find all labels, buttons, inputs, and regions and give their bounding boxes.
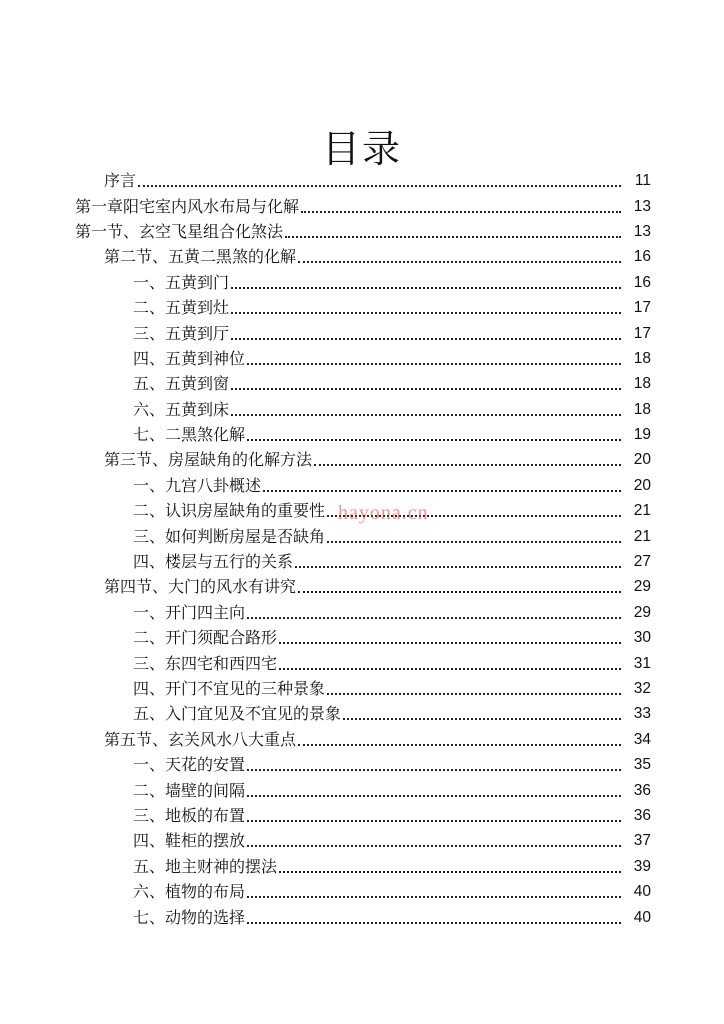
toc-entry-label: 四、五黄到神位 xyxy=(133,348,246,368)
toc-entry-label: 七、二黑煞化解 xyxy=(133,425,246,445)
dot-leader xyxy=(279,651,621,676)
dot-leader xyxy=(247,600,621,625)
toc-entry-label: 一、天花的安置 xyxy=(133,755,246,775)
toc-entry[interactable] xyxy=(0,371,651,396)
toc-entry-page-number: 40 xyxy=(633,908,651,926)
dot-leader xyxy=(231,270,621,295)
toc-entry-label: 一、五黄到门 xyxy=(133,272,230,292)
toc-entry-label: 二、开门须配合路形 xyxy=(133,628,278,648)
dot-leader xyxy=(247,879,621,904)
toc-entry-page-number: 34 xyxy=(633,730,651,748)
dot-leader xyxy=(247,803,621,828)
toc-entry-page-number: 19 xyxy=(633,426,651,444)
dot-leader xyxy=(343,701,621,726)
dot-leader xyxy=(247,752,621,777)
toc-entry-page-number: 11 xyxy=(634,172,651,190)
toc-entry-page-number: 13 xyxy=(633,197,651,215)
toc-entry[interactable] xyxy=(0,397,651,422)
toc-entry-label: 三、五黄到厅 xyxy=(133,323,230,343)
toc-entry-page-number: 18 xyxy=(633,375,651,393)
dot-leader xyxy=(247,778,621,803)
toc-entry-page-number: 17 xyxy=(633,324,651,342)
dot-leader xyxy=(231,397,621,422)
toc-entry[interactable] xyxy=(0,727,651,752)
toc-entry-label: 五、地主财神的摆法 xyxy=(133,856,278,876)
toc-entry-label: 三、东四宅和西四宅 xyxy=(133,653,278,673)
toc-entry[interactable] xyxy=(0,219,651,244)
toc-entry-label: 六、植物的布局 xyxy=(133,882,246,902)
toc-entry-label: 二、五黄到灶 xyxy=(133,298,230,318)
toc-entry[interactable] xyxy=(0,320,651,345)
toc-entry[interactable] xyxy=(0,523,651,548)
toc-entry[interactable] xyxy=(0,676,651,701)
dot-leader xyxy=(231,371,621,396)
toc-entry-label: 二、墙壁的间隔 xyxy=(133,780,246,800)
toc-entry[interactable] xyxy=(0,904,651,929)
toc-entry-label: 第二节、五黄二黑煞的化解 xyxy=(104,247,297,267)
toc-entry-page-number: 40 xyxy=(633,883,651,901)
toc-entry-label: 四、鞋柜的摆放 xyxy=(133,831,246,851)
toc-entry-label: 六、五黄到床 xyxy=(133,399,230,419)
toc-entry-label: 第一章阳宅室内风水布局与化解 xyxy=(75,196,300,216)
toc-entry-label: 三、地板的布置 xyxy=(133,805,246,825)
toc-entry-page-number: 20 xyxy=(633,476,651,494)
dot-leader xyxy=(231,321,621,346)
dot-leader xyxy=(231,295,621,320)
toc-entry[interactable] xyxy=(0,625,651,650)
dot-leader xyxy=(247,346,621,371)
toc-entry[interactable] xyxy=(0,650,651,675)
dot-leader xyxy=(298,244,621,269)
toc-entry-page-number: 36 xyxy=(633,806,651,824)
toc-entry-page-number: 21 xyxy=(633,527,651,545)
toc-entry-label: 四、开门不宜见的三种景象 xyxy=(133,679,326,698)
toc-entry[interactable] xyxy=(0,828,651,853)
toc-entry[interactable] xyxy=(0,346,651,371)
dot-leader xyxy=(298,574,621,599)
toc-entry[interactable] xyxy=(0,473,651,498)
toc-entry-page-number: 29 xyxy=(633,603,651,621)
toc-entry-page-number: 36 xyxy=(633,781,651,799)
watermark: hayona.cn xyxy=(338,502,429,524)
toc-entry-label: 一、九宫八卦概述 xyxy=(133,475,262,495)
toc-entry-label: 四、楼层与五行的关系 xyxy=(133,552,294,572)
dot-leader xyxy=(327,524,621,549)
dot-leader xyxy=(301,194,621,219)
toc-entry-label: 三、如何判断房屋是否缺角 xyxy=(133,526,326,546)
dot-leader xyxy=(247,422,621,447)
toc-entry[interactable] xyxy=(0,422,651,447)
dot-leader xyxy=(263,473,621,498)
dot-leader xyxy=(295,549,621,574)
toc-entry[interactable] xyxy=(0,701,651,726)
toc-entry-page-number: 21 xyxy=(633,502,651,520)
toc-entry[interactable] xyxy=(0,549,651,574)
toc-entry-page-number: 39 xyxy=(633,857,651,875)
page-title: 目录 xyxy=(321,127,402,171)
toc-entry[interactable] xyxy=(0,193,651,218)
toc-entry-label: 第四节、大门的风水有讲究 xyxy=(104,577,297,597)
toc-entry[interactable] xyxy=(0,600,651,625)
toc-entry[interactable] xyxy=(0,498,651,523)
dot-leader xyxy=(298,727,621,752)
toc-entry-page-number: 13 xyxy=(633,222,651,240)
toc-entry-label: 第三节、房屋缺角的化解方法 xyxy=(104,450,313,470)
toc-entry-page-number: 37 xyxy=(633,832,651,850)
toc-entry-label: 五、五黄到窗 xyxy=(133,374,230,394)
toc-entry[interactable] xyxy=(0,879,651,904)
toc-entry-label: 七、动物的选择 xyxy=(133,907,246,927)
dot-leader xyxy=(279,854,621,879)
toc-entry-page-number: 33 xyxy=(633,705,651,723)
toc-entry-page-number: 20 xyxy=(633,451,651,469)
toc-entry-label: 五、入门宜见及不宜见的景象 xyxy=(133,704,342,724)
toc-entry-label: 二、认识房屋缺角的重要性 xyxy=(133,501,326,521)
toc-entry-page-number: 17 xyxy=(633,299,651,317)
toc-entry-page-number: 16 xyxy=(633,273,651,291)
dot-leader xyxy=(314,447,621,472)
toc-entry-page-number: 18 xyxy=(633,400,651,418)
toc-entry[interactable] xyxy=(0,168,651,193)
dot-leader xyxy=(327,676,621,701)
toc-entry-label: 一、开门四主向 xyxy=(133,602,246,622)
toc-entry[interactable] xyxy=(0,244,651,269)
dot-leader xyxy=(247,905,621,930)
dot-leader xyxy=(279,625,621,650)
toc-entry[interactable] xyxy=(0,270,651,295)
dot-leader xyxy=(247,828,621,853)
toc-entry[interactable] xyxy=(0,295,651,320)
toc-entry[interactable] xyxy=(0,752,651,777)
toc-entry-page-number: 18 xyxy=(633,349,651,367)
toc-list xyxy=(0,168,651,930)
toc-entry-page-number: 35 xyxy=(633,756,651,774)
toc-entry-page-number: 30 xyxy=(633,629,651,647)
toc-entry-page-number: 27 xyxy=(633,553,651,571)
dot-leader xyxy=(138,168,621,193)
toc-entry-page-number: 32 xyxy=(633,680,651,697)
toc-entry-page-number: 31 xyxy=(633,654,651,672)
toc-entry[interactable] xyxy=(0,803,651,828)
toc-entry-page-number: 29 xyxy=(633,578,651,596)
toc-entry[interactable] xyxy=(0,854,651,879)
toc-entry-label: 第五节、玄关风水八大重点 xyxy=(104,729,297,749)
toc-entry[interactable] xyxy=(0,777,651,802)
toc-entry[interactable] xyxy=(0,447,651,472)
dot-leader xyxy=(285,219,621,244)
toc-entry-label: 序言 xyxy=(104,171,137,191)
toc-entry[interactable] xyxy=(0,574,651,599)
toc-entry-page-number: 16 xyxy=(633,248,651,266)
toc-entry-label: 第一节、玄空飞星组合化煞法 xyxy=(75,221,284,241)
